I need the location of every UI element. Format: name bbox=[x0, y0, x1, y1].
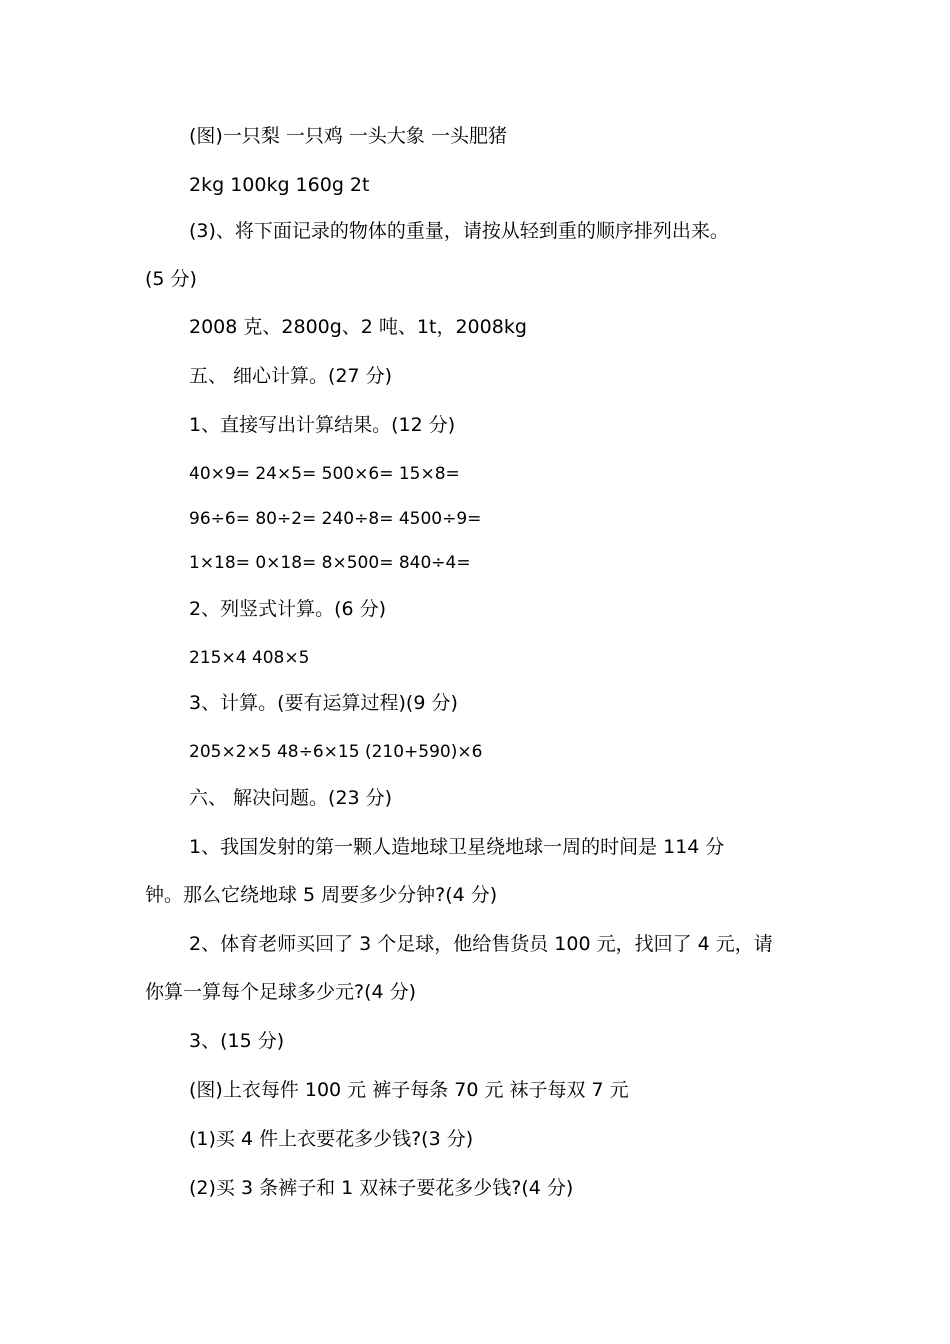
text-line: (图)上衣每件 100 元 裤子每条 70 元 袜子每双 7 元 bbox=[189, 1079, 629, 1101]
section-heading: 五、 细心计算。(27 分) bbox=[189, 365, 393, 387]
text-line: 2、体育老师买回了 3 个足球，他给售货员 100 元，找回了 4 元，请 bbox=[189, 933, 773, 955]
text-line: 钟。那么它绕地球 5 周要多少分钟?(4 分) bbox=[145, 884, 498, 906]
math-line: 1×18= 0×18= 8×500= 840÷4= bbox=[189, 553, 471, 573]
text-line: 2008 克、2800g、2 吨、1t，2008kg bbox=[189, 316, 527, 338]
math-line: 96÷6= 80÷2= 240÷8= 4500÷9= bbox=[189, 509, 482, 529]
question-heading: 2、列竖式计算。(6 分) bbox=[189, 598, 387, 620]
math-line: 40×9= 24×5= 500×6= 15×8= bbox=[189, 464, 460, 484]
text-line: (1)买 4 件上衣要花多少钱?(3 分) bbox=[189, 1128, 474, 1150]
text-line: (图)一只梨 一只鸡 一头大象 一头肥猪 bbox=[189, 125, 507, 147]
question-heading: 3、(15 分) bbox=[189, 1030, 285, 1052]
section-heading: 六、 解决问题。(23 分) bbox=[189, 787, 393, 809]
text-line: (3)、将下面记录的物体的重量，请按从轻到重的顺序排列出来。 bbox=[189, 220, 729, 242]
math-line: 215×4 408×5 bbox=[189, 648, 310, 668]
question-heading: 3、计算。(要有运算过程)(9 分) bbox=[189, 692, 458, 714]
text-line: 你算一算每个足球多少元?(4 分) bbox=[145, 981, 417, 1003]
math-line: 205×2×5 48÷6×15 (210+590)×6 bbox=[189, 742, 483, 762]
question-heading: 1、直接写出计算结果。(12 分) bbox=[189, 414, 456, 436]
text-line: (5 分) bbox=[145, 268, 197, 290]
text-line: (2)买 3 条裤子和 1 双袜子要花多少钱?(4 分) bbox=[189, 1177, 574, 1199]
text-line: 1、我国发射的第一颗人造地球卫星绕地球一周的时间是 114 分 bbox=[189, 836, 725, 858]
text-line: 2kg 100kg 160g 2t bbox=[189, 174, 370, 196]
